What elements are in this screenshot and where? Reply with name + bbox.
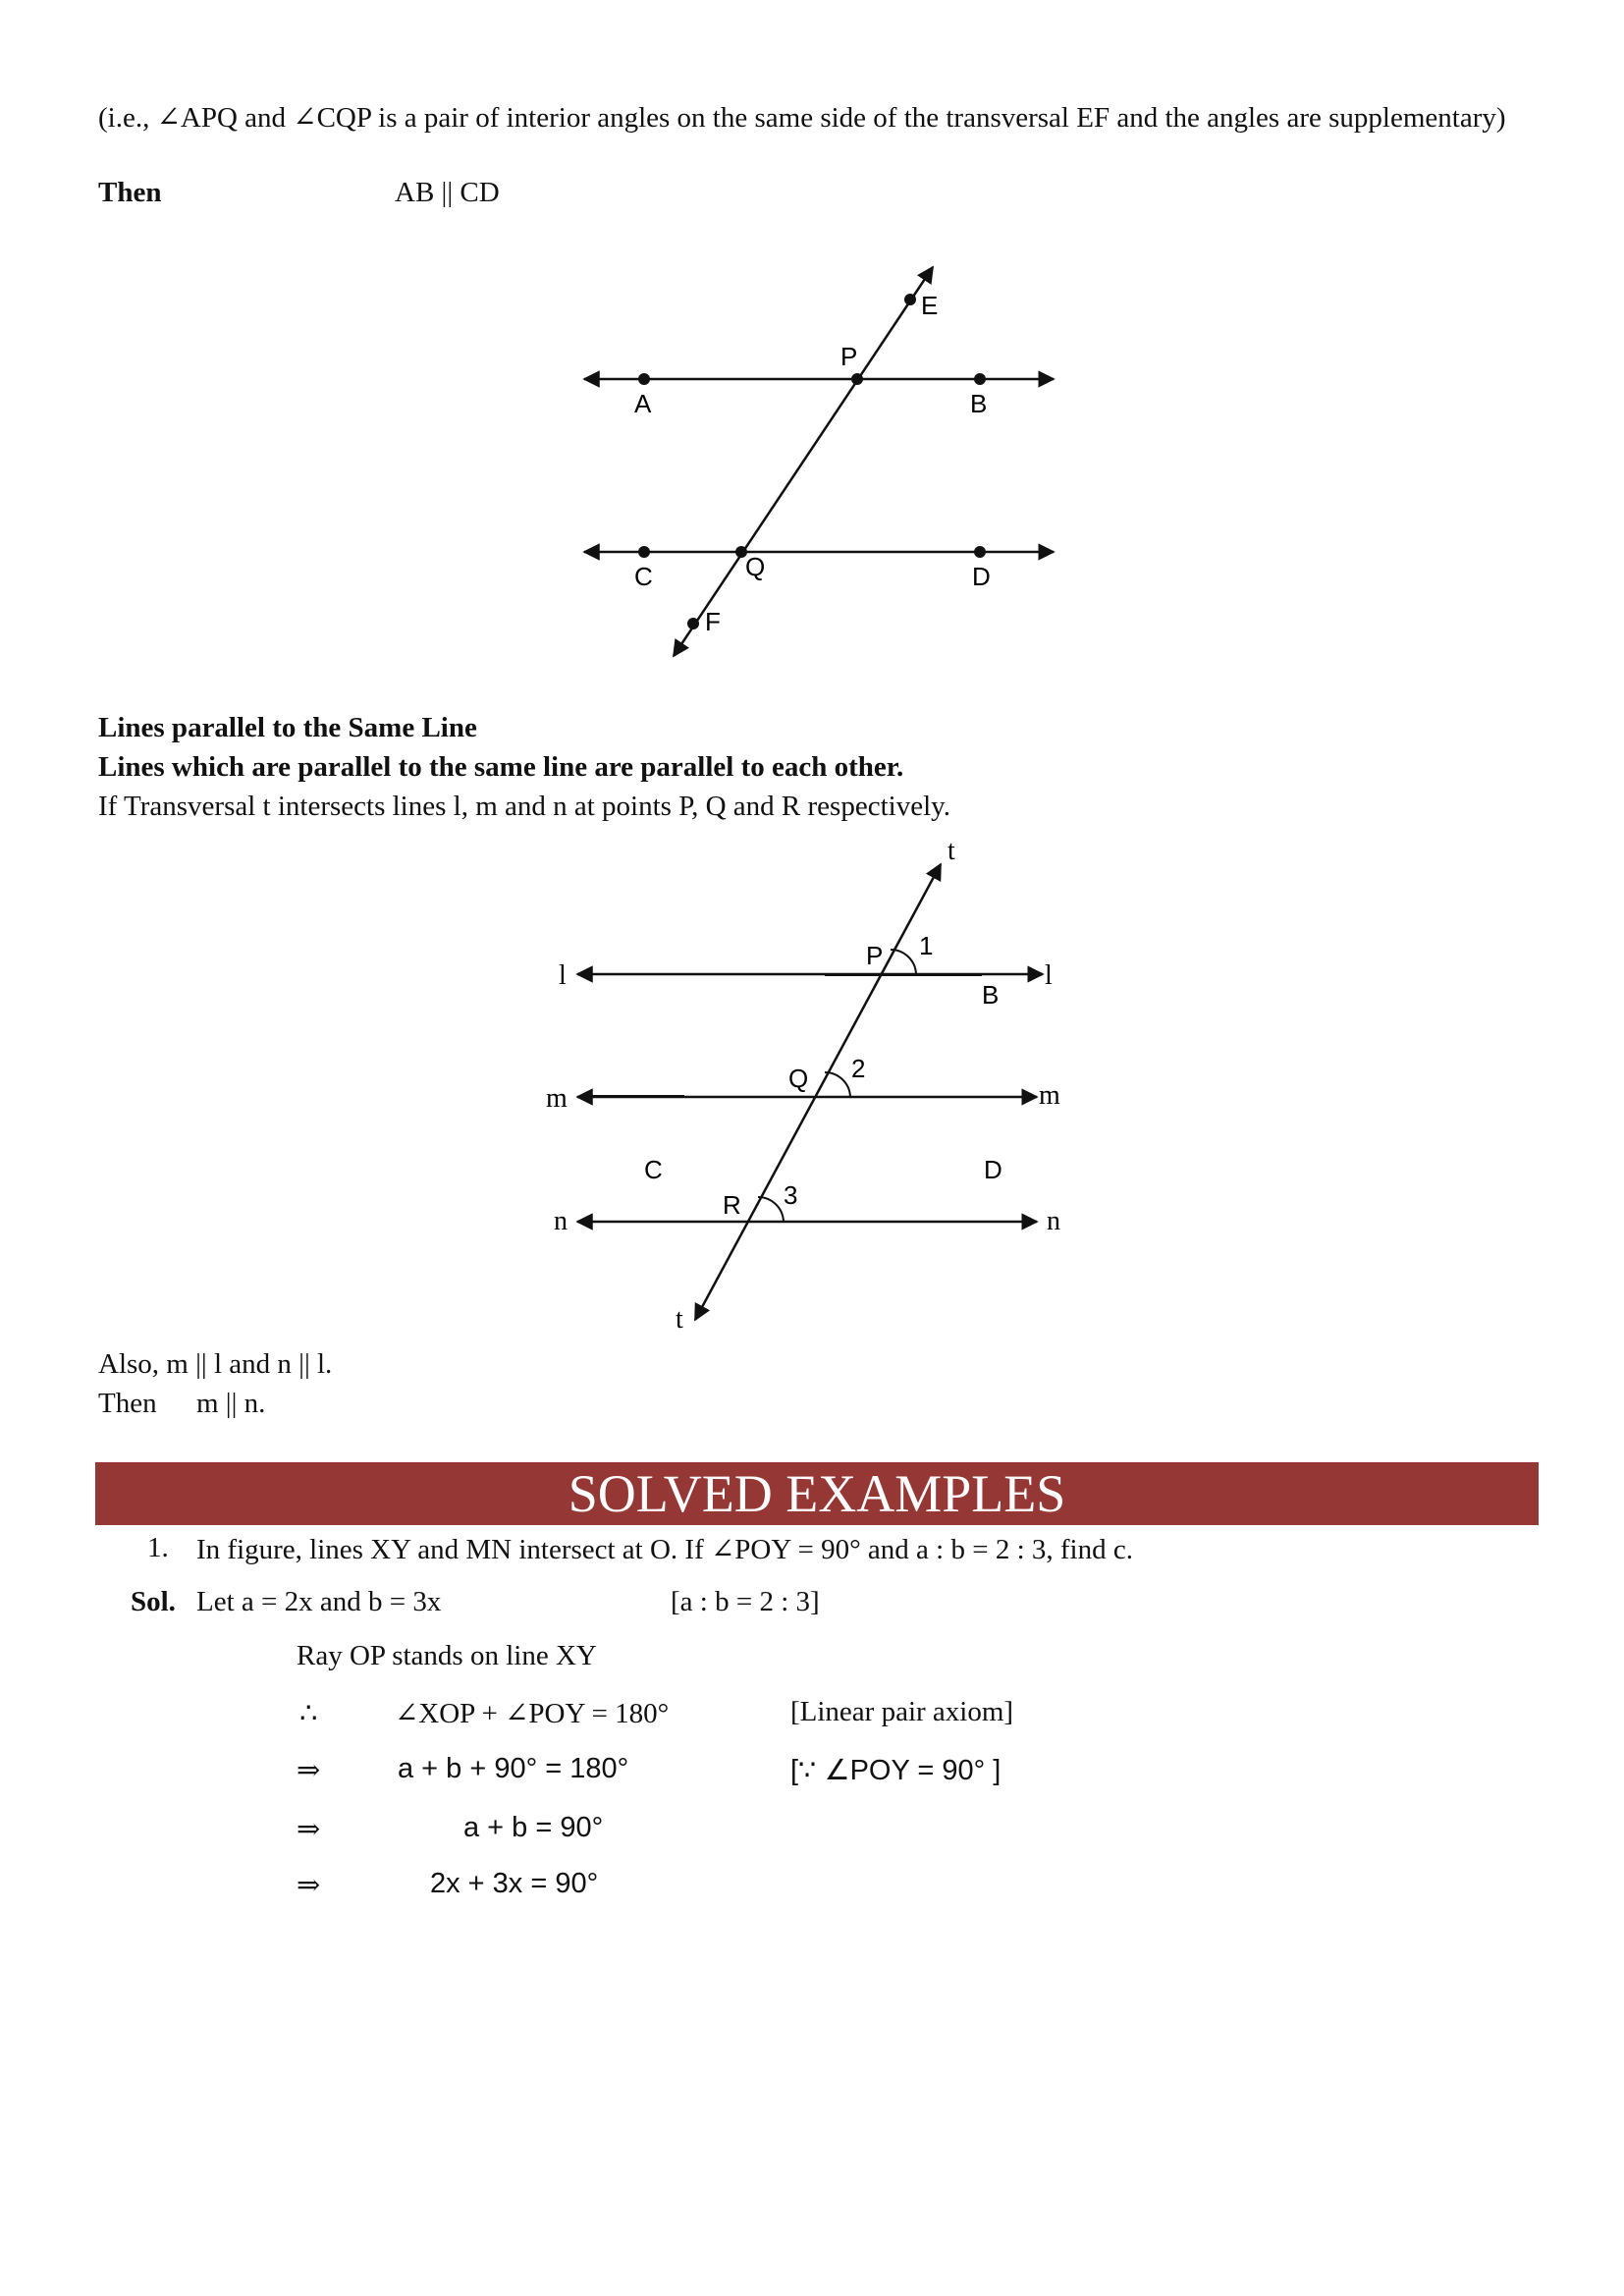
step-4-symbol: ⇒ (297, 1870, 321, 1901)
transversal-ef (674, 267, 933, 656)
step-2-symbol: ⇒ (297, 1755, 321, 1786)
label-q: Q (745, 552, 766, 581)
point-b (974, 373, 986, 385)
label-angle-2: 2 (851, 1054, 866, 1083)
angle-arc-3 (758, 1197, 784, 1222)
label-b: B (970, 389, 988, 418)
label-f: F (705, 607, 721, 636)
label-t-top: t (947, 836, 955, 866)
label-p2: P (866, 941, 884, 970)
solved-examples-banner (95, 1462, 1539, 1525)
point-f (687, 618, 699, 629)
step-3-symbol: ⇒ (297, 1814, 321, 1845)
label-e: E (921, 291, 939, 320)
then-value: AB || CD (395, 177, 500, 208)
step-3-expression: a + b = 90° (463, 1812, 604, 1843)
label-n-left: n (554, 1206, 568, 1236)
label-a: A (634, 389, 652, 418)
angle-arc-2 (825, 1072, 850, 1097)
figure-parallel-lines-ab-cd (0, 0, 1624, 707)
label-d2: D (984, 1155, 1002, 1184)
intro-text: (i.e., ∠APQ and ∠CQP is a pair of interior angles on the same side of the transversal EF and the angles are supplementary) (98, 102, 1506, 134)
label-l-right: l (1045, 960, 1053, 991)
banner-title: SOLVED EXAMPLES (568, 1464, 1066, 1523)
conclusion-then-label: Then (98, 1388, 157, 1419)
label-c2: C (644, 1155, 663, 1184)
label-r2: R (723, 1190, 741, 1220)
label-d: D (972, 562, 991, 591)
label-m-left: m (546, 1083, 568, 1114)
transversal-t (695, 864, 941, 1320)
sol-ratio: [a : b = 2 : 3] (671, 1586, 820, 1617)
label-b2: B (982, 980, 1000, 1010)
label-angle-1: 1 (919, 931, 934, 960)
point-d (974, 546, 986, 558)
point-c (638, 546, 650, 558)
point-a (638, 373, 650, 385)
label-c: C (634, 562, 653, 591)
figure-lines-parallel-same-line (0, 825, 1624, 1336)
step-1-symbol: ∴ (299, 1698, 318, 1729)
step-4-expression: 2x + 3x = 90° (430, 1868, 599, 1899)
sol-ray: Ray OP stands on line XY (297, 1640, 597, 1671)
then-label: Then (98, 177, 162, 208)
example-number: 1. (147, 1532, 169, 1563)
conclusion-also: Also, m || l and n || l. (98, 1348, 333, 1380)
label-q2: Q (788, 1064, 809, 1093)
step-1-expression: ∠XOP + ∠POY = 180° (395, 1698, 670, 1729)
label-p: P (840, 342, 858, 371)
section-heading: Lines parallel to the Same Line (98, 712, 477, 743)
label-t-bottom: t (676, 1304, 683, 1335)
step-1-reason: [Linear pair axiom] (790, 1696, 1014, 1727)
step-2-expression: a + b + 90° = 180° (398, 1753, 629, 1784)
point-p (851, 373, 863, 385)
label-m-right: m (1039, 1080, 1060, 1111)
point-e (904, 294, 916, 305)
example-question: In figure, lines XY and MN intersect at O. If ∠POY = 90° and a : b = 2 : 3, find c. (196, 1534, 1133, 1565)
angle-arc-1 (891, 950, 916, 974)
section-statement: Lines which are parallel to the same line are parallel to each other. (98, 751, 904, 783)
label-l-left: l (559, 960, 567, 991)
step-2-reason: [∵ ∠POY = 90° ] (790, 1755, 1001, 1786)
section-description: If Transversal t intersects lines l, m and n at points P, Q and R respectively. (98, 791, 950, 822)
conclusion-then-value: m || n. (196, 1388, 266, 1419)
label-n-right: n (1047, 1206, 1060, 1236)
sol-let: Let a = 2x and b = 3x (196, 1586, 442, 1617)
label-angle-3: 3 (784, 1180, 798, 1210)
sol-label: Sol. (131, 1586, 176, 1617)
